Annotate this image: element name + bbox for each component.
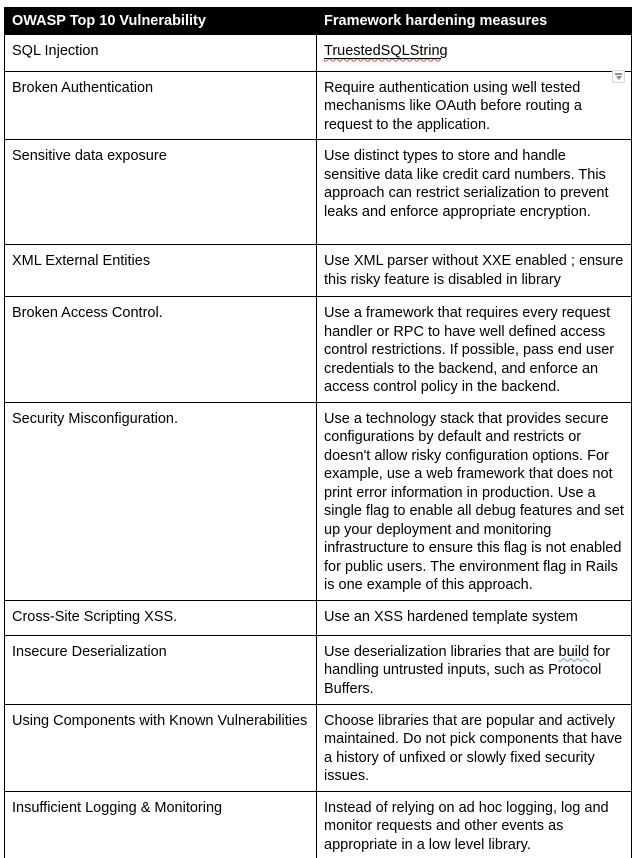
vulnerability-cell[interactable]: Broken Authentication bbox=[5, 71, 317, 140]
measure-cell[interactable] bbox=[317, 402, 632, 600]
measure-text: Use a technology stack that provides secure configurations by default and restricts or doesn't allow risky configuration options. For example, use a web framework that does not print error information in production. Use a single flag to enable all debug features and set up your deployment and monitoring infrastructure to ensure this flag is not enabled for public users. The environment flag in Rails is one example of this approach. bbox=[324, 410, 624, 593]
measure-cell[interactable] bbox=[317, 635, 632, 704]
measure-text: Instead of relying on ad hoc logging, log and monitor requests and other events as appropriate in a low level library. bbox=[324, 799, 609, 853]
measure-cell[interactable] bbox=[317, 34, 632, 71]
measure-cell[interactable] bbox=[317, 245, 632, 297]
table-dropdown-icon[interactable] bbox=[612, 70, 625, 83]
table-row bbox=[5, 635, 632, 704]
vulnerability-cell[interactable]: SQL Injection bbox=[5, 34, 317, 71]
table-row bbox=[5, 34, 632, 71]
measure-text: Require authentication using well tested mechanisms like OAuth before routing a request to the application. bbox=[324, 79, 582, 133]
vulnerability-cell[interactable]: Insufficient Logging & Monitoring bbox=[5, 791, 317, 858]
table-row bbox=[5, 791, 632, 858]
col-header-measures[interactable]: Framework hardening measures bbox=[317, 8, 632, 35]
grammar-marked-text: build bbox=[558, 643, 590, 660]
measure-cell[interactable] bbox=[317, 140, 632, 245]
table-header-row bbox=[5, 8, 632, 35]
chevron-down-icon bbox=[616, 76, 622, 80]
measure-cell[interactable] bbox=[317, 297, 632, 403]
measure-text: Use distinct types to store and handle sensitive data like credit card numbers. This approach can restrict serialization to prevent leaks and enforce appropriate encryption. bbox=[324, 148, 609, 220]
table-row bbox=[5, 402, 632, 600]
col-header-vulnerability[interactable]: OWASP Top 10 Vulnerability bbox=[5, 8, 317, 35]
measure-text: Use deserialization libraries that are bbox=[324, 643, 559, 660]
table-body bbox=[5, 34, 632, 858]
vulnerability-cell[interactable]: Insecure Deserialization bbox=[5, 635, 317, 704]
measure-text: for handling untrusted inputs, such as Protocol Buffers. bbox=[324, 643, 611, 697]
table-row bbox=[5, 297, 632, 403]
vulnerability-cell[interactable]: Broken Access Control. bbox=[5, 297, 317, 403]
vulnerability-cell[interactable]: Security Misconfiguration. bbox=[5, 402, 317, 600]
table-row bbox=[5, 140, 632, 245]
measure-text: Choose libraries that are popular and actively maintained. Do not pick components that have a history of unfixed or slowly fixed security issues. bbox=[324, 712, 623, 784]
dropdown-bar-glyph bbox=[615, 73, 622, 75]
misspelled-term: TruestedSQLString bbox=[324, 42, 448, 59]
table-row bbox=[5, 245, 632, 297]
measure-cell[interactable] bbox=[317, 600, 632, 635]
vulnerability-cell[interactable]: Sensitive data exposure bbox=[5, 140, 317, 245]
spellcheck-marked-text bbox=[324, 43, 448, 59]
measure-cell[interactable] bbox=[317, 704, 632, 791]
measure-cell[interactable] bbox=[317, 791, 632, 858]
table-row bbox=[5, 71, 632, 140]
owasp-hardening-table bbox=[4, 7, 632, 858]
table-row bbox=[5, 704, 632, 791]
measure-text: Use a framework that requires every request handler or RPC to have well defined access control restrictions. If possible, pass end user credentials to the backend, and enforce an access control policy in the backend. bbox=[324, 305, 615, 395]
measure-text: Use an XSS hardened template system bbox=[324, 608, 578, 625]
measure-text: Use XML parser without XXE enabled ; ensure this risky feature is disabled in library bbox=[324, 253, 624, 288]
vulnerability-cell[interactable]: XML External Entities bbox=[5, 245, 317, 297]
vulnerability-cell[interactable]: Cross-Site Scripting XSS. bbox=[5, 600, 317, 635]
measure-cell[interactable] bbox=[317, 71, 632, 140]
table-row bbox=[5, 600, 632, 635]
vulnerability-cell[interactable]: Using Components with Known Vulnerabilities bbox=[5, 704, 317, 791]
